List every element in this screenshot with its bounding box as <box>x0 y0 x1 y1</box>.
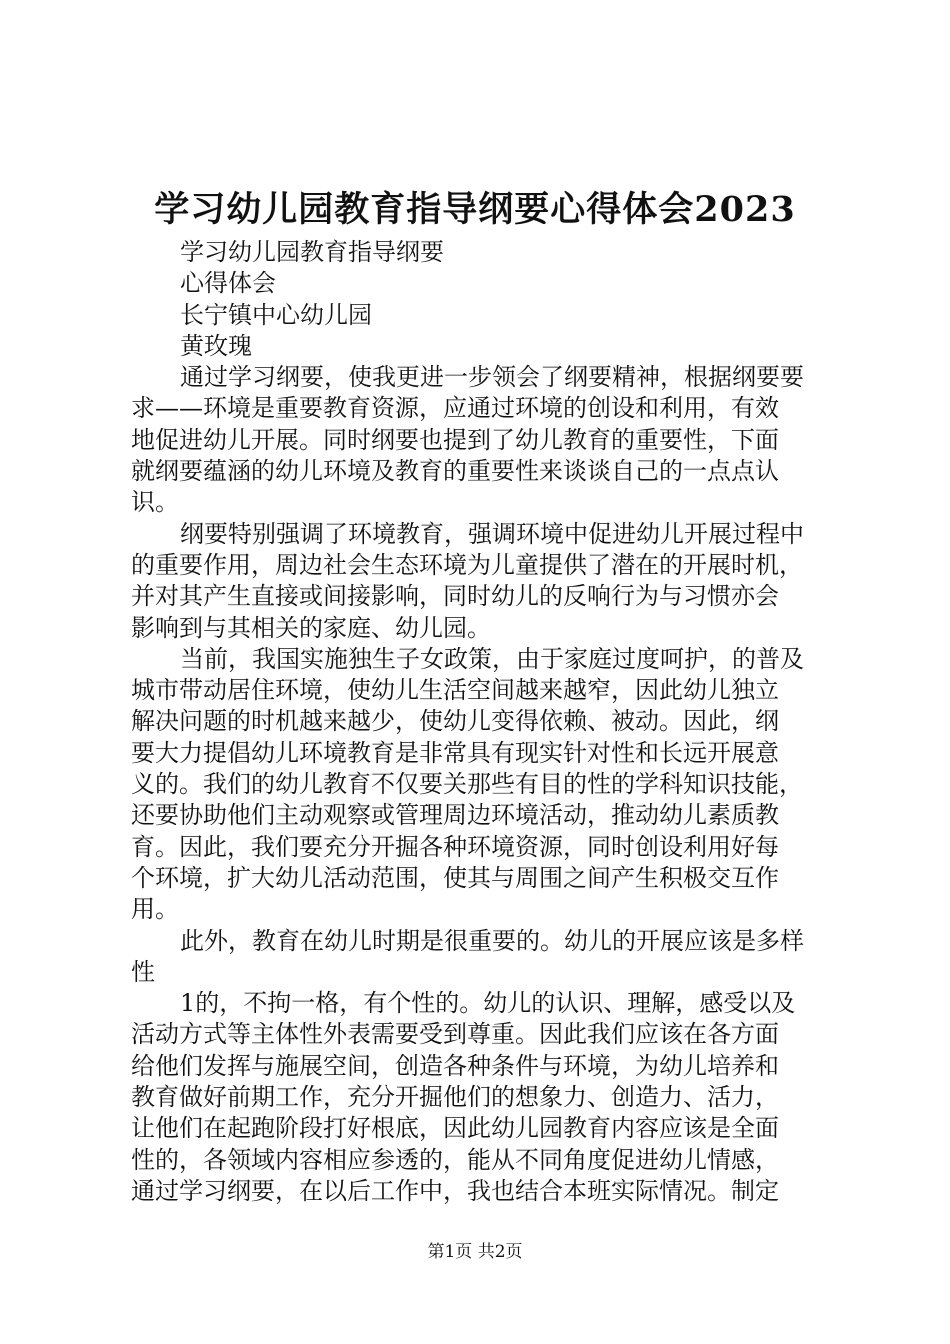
paragraph-line: 要大力提倡幼儿环境教育是非常具有现实针对性和长远开展意 <box>131 738 779 767</box>
paragraph-line: 1的，不拘一格，有个性的。幼儿的认识、理解，感受以及 <box>180 989 796 1018</box>
paragraph-line: 当前，我国实施独生子女政策，由于家庭过度呵护，的普及 <box>180 644 804 673</box>
paragraph-line: 还要协助他们主动观察或管理周边环境活动，推动幼儿素质教 <box>131 801 779 830</box>
paragraph-line: 通过学习纲要，在以后工作中，我也结合本班实际情况。制定 <box>131 1176 779 1205</box>
paragraph-line: 识。 <box>131 488 179 517</box>
paragraph-line: 给他们发挥与施展空间，创造各种条件与环境，为幼儿培养和 <box>131 1051 779 1080</box>
paragraph-line: 教育做好前期工作，充分开掘他们的想象力、创造力、活力， <box>131 1083 779 1112</box>
document-title: 学习幼儿园教育指导纲要心得体会2023 <box>154 189 796 230</box>
paragraph-line: 纲要特别强调了环境教育，强调环境中促进幼儿开展过程中 <box>180 519 804 548</box>
paragraph-line: 地促进幼儿开展。同时纲要也提到了幼儿教育的重要性，下面 <box>131 425 779 454</box>
paragraph-line: 就纲要蕴涵的幼儿环境及教育的重要性来谈谈自己的一点点认 <box>131 457 779 486</box>
paragraph-line: 性 <box>131 957 155 986</box>
paragraph-line: 活动方式等主体性外表需要受到尊重。因此我们应该在各方面 <box>131 1020 779 1049</box>
paragraph-line: 求——环境是重要教育资源，应通过环境的创设和利用，有效 <box>131 394 779 423</box>
page-footer: 第1页 共2页 <box>427 1242 523 1262</box>
paragraph-line: 并对其产生直接或间接影响，同时幼儿的反响行为与习惯亦会 <box>131 582 779 611</box>
paragraph-line: 性的，各领域内容相应参透的，能从不同角度促进幼儿情感， <box>131 1145 779 1174</box>
paragraph-line: 影响到与其相关的家庭、幼儿园。 <box>131 613 491 642</box>
paragraph-line: 此外，教育在幼儿时期是很重要的。幼儿的开展应该是多样 <box>180 926 804 955</box>
header-line: 黄玫瑰 <box>180 331 252 360</box>
header-line: 长宁镇中心幼儿园 <box>180 300 372 329</box>
header-line: 心得体会 <box>180 269 276 298</box>
header-line: 学习幼儿园教育指导纲要 <box>180 238 444 266</box>
document-body <box>131 237 831 1207</box>
paragraph-line: 个环境，扩大幼儿活动范围，使其与周围之间产生积极交互作 <box>131 863 779 892</box>
paragraph-line: 解决问题的时机越来越少，使幼儿变得依赖、被动。因此，纲 <box>131 707 779 736</box>
paragraph-line: 让他们在起跑阶段打好根底，因此幼儿园教育内容应该是全面 <box>131 1114 779 1143</box>
paragraph-line: 城市带动居住环境，使幼儿生活空间越来越窄，因此幼儿独立 <box>131 676 779 705</box>
paragraph-line: 通过学习纲要，使我更进一步领会了纲要精神，根据纲要要 <box>180 363 804 392</box>
paragraph-line: 用。 <box>131 895 179 924</box>
paragraph-line: 的重要作用，周边社会生态环境为儿童提供了潜在的开展时机， <box>131 550 803 579</box>
paragraph-line: 育。因此，我们要充分开掘各种环境资源，同时创设利用好每 <box>131 832 779 861</box>
paragraph-line: 义的。我们的幼儿教育不仅要关那些有目的性的学科知识技能， <box>131 770 803 799</box>
